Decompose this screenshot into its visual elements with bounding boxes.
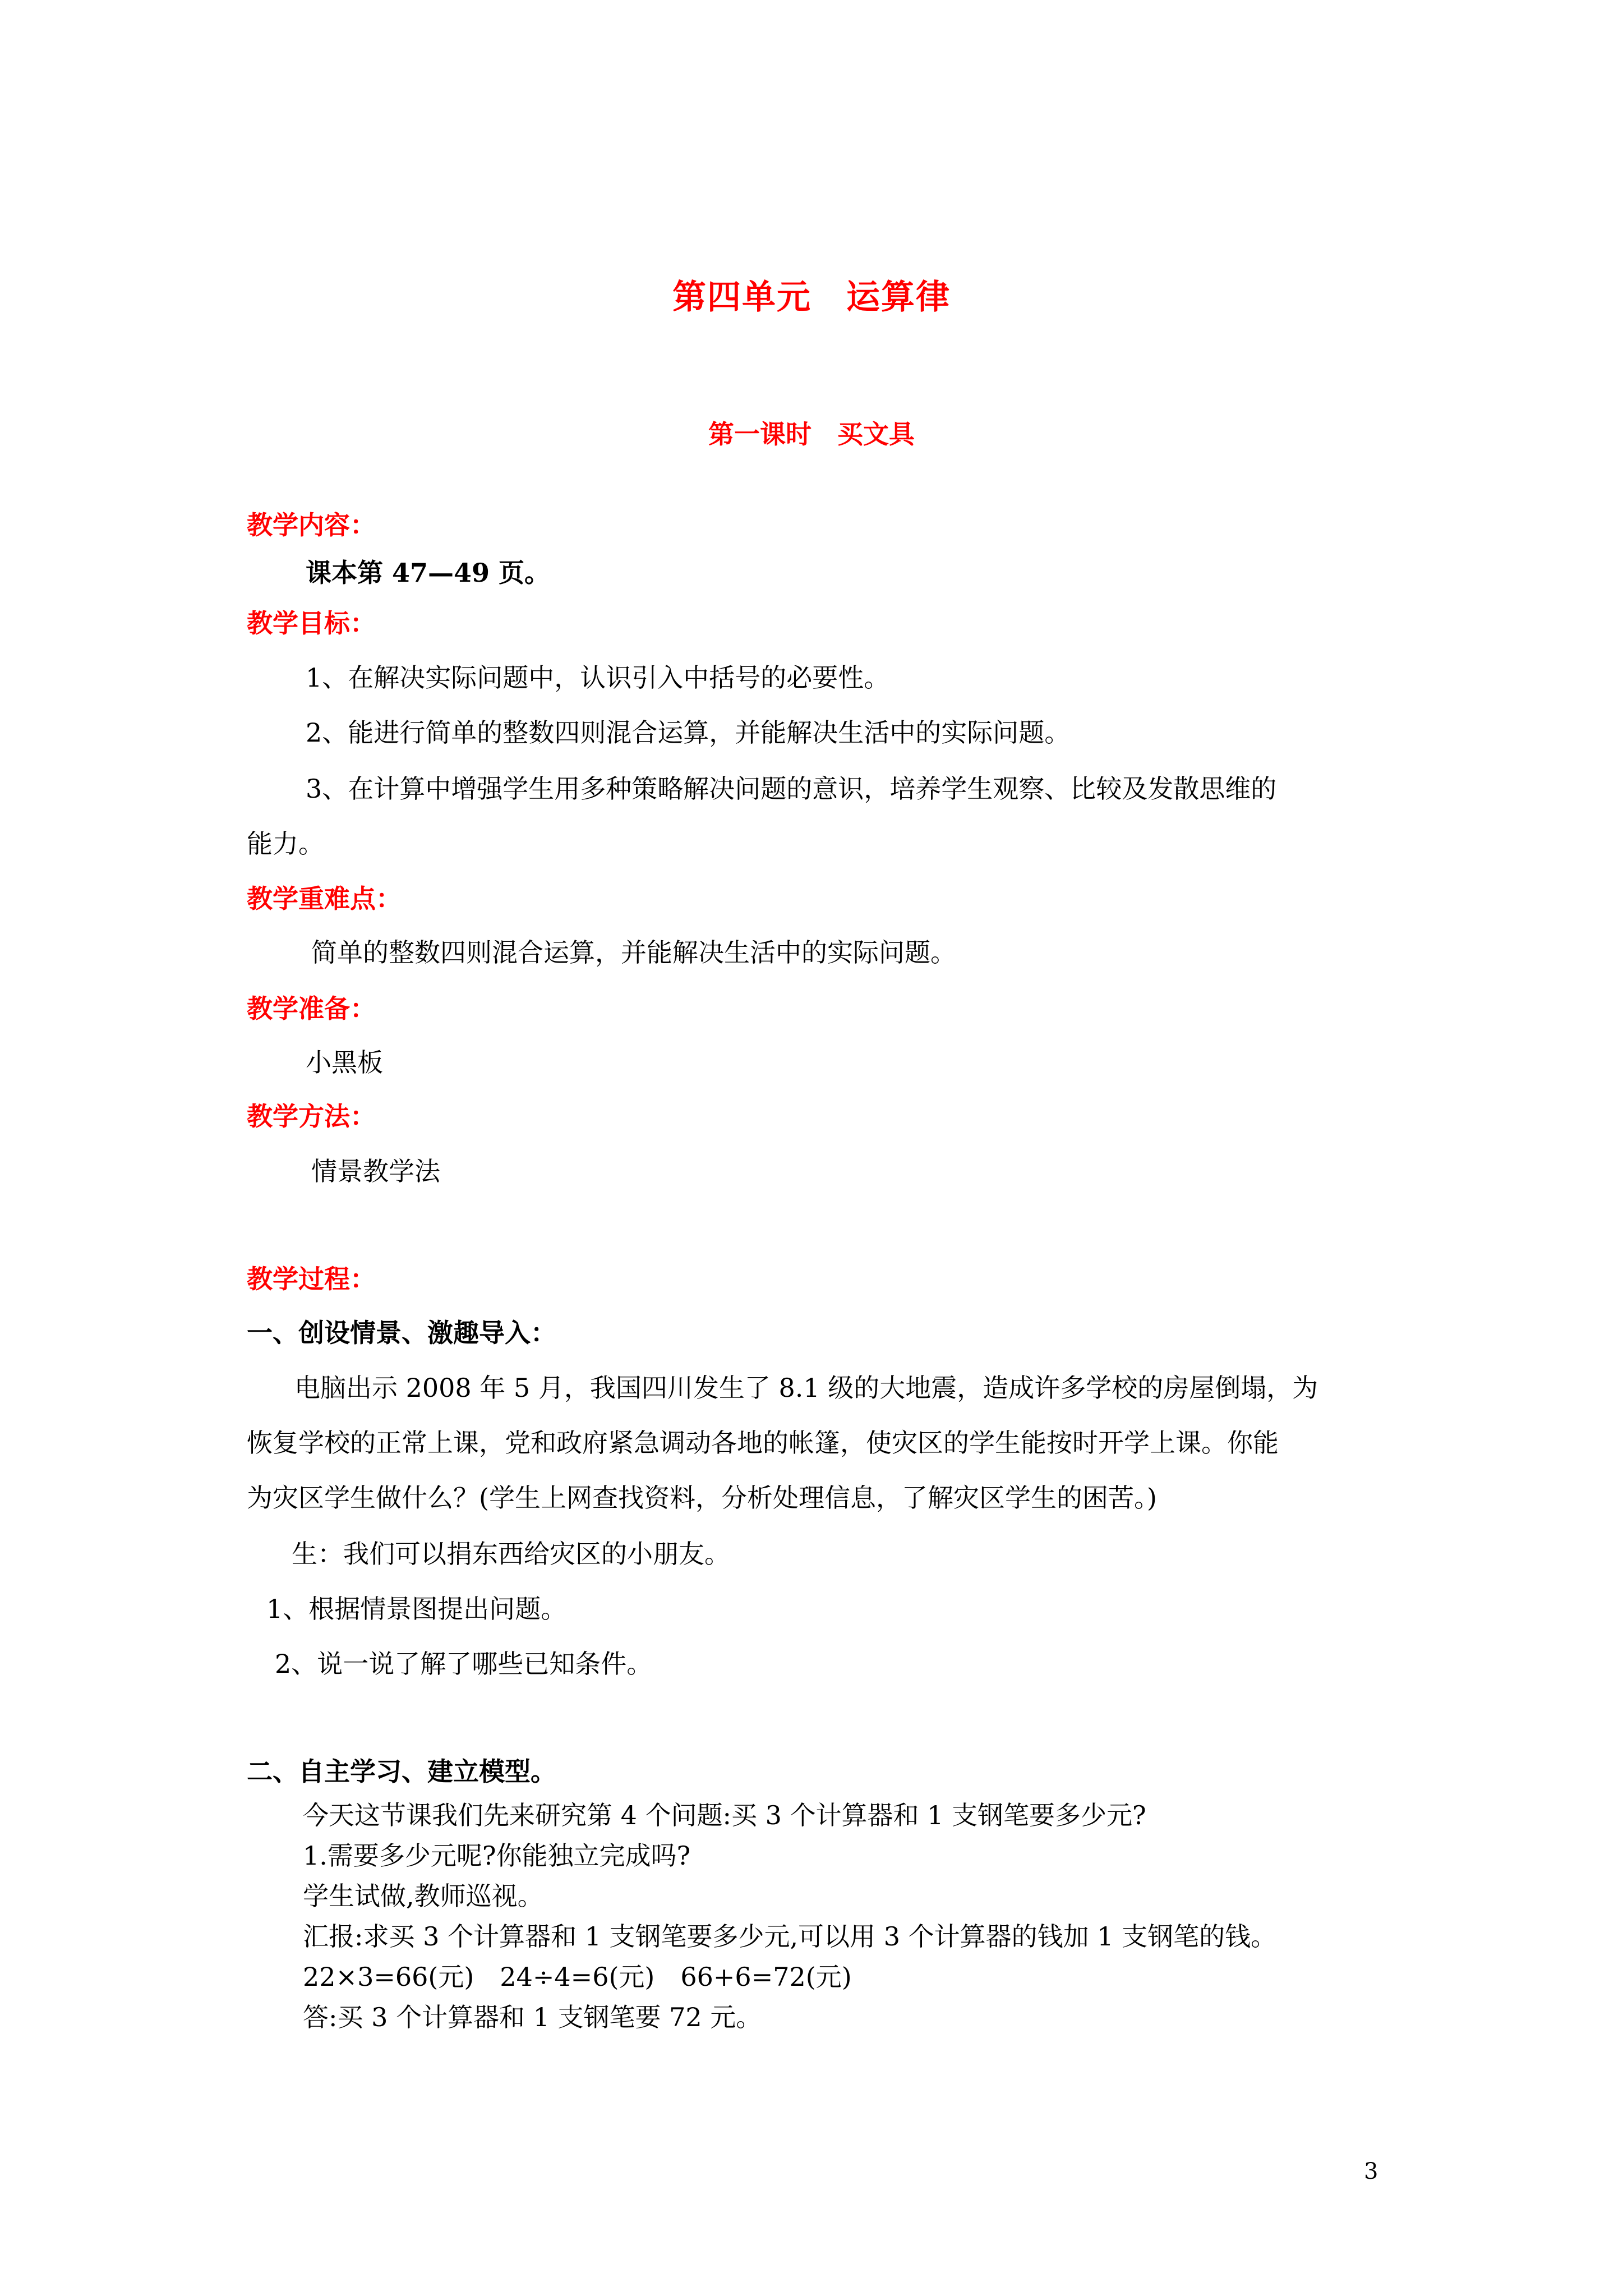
goals-heading: 教学目标： [247,608,376,638]
step-1-paragraph-line-3: 为灾区学生做什么？(学生上网查找资料，分析处理信息，了解灾区学生的困苦。) [247,1483,1157,1513]
step-1-student-answer: 生：我们可以捐东西给灾区的小朋友。 [292,1539,730,1569]
preparation-heading: 教学准备： [247,993,376,1024]
page-number: 3 [1364,2159,1378,2184]
goal-3-line-1: 3、在计算中增强学生用多种策略解决问题的意识，培养学生观察、比较及发散思维的 [306,774,1277,804]
step-2-answer: 答:买 3 个计算器和 1 支钢笔要 72 元。 [303,2002,762,2032]
step-2-line-1: 今天这节课我们先来研究第 4 个问题:买 3 个计算器和 1 支钢笔要多少元? [303,1800,1146,1830]
step-1-heading: 一、创设情景、激趣导入： [247,1318,556,1348]
step-1-paragraph-line-2: 恢复学校的正常上课，党和政府紧急调动各地的帐篷，使灾区的学生能按时开学上课。你能 [247,1428,1279,1458]
unit-title: 第四单元 运算律 [672,278,951,317]
content-heading: 教学内容： [247,510,376,540]
step-2-heading: 二、自主学习、建立模型。 [247,1756,556,1787]
step-2-calculation: 22×3=66(元) 24÷4=6(元) 66+6=72(元) [303,1962,852,1992]
step-2-line-3: 学生试做,教师巡视。 [303,1881,543,1911]
goal-3-line-2: 能力。 [247,829,324,859]
step-2-line-4: 汇报:求买 3 个计算器和 1 支钢笔要多少元,可以用 3 个计算器的钱加 1 支钢笔的钱。 [303,1921,1277,1952]
step-1-item-1: 1、根据情景图提出问题。 [266,1594,567,1624]
key-points-heading: 教学重难点： [247,884,402,914]
step-1-item-2: 2、说一说了解了哪些已知条件。 [275,1649,653,1679]
method-text: 情景教学法 [311,1156,440,1186]
content-text: 课本第 47—49 页。 [306,558,551,588]
goal-2: 2、能进行简单的整数四则混合运算，并能解决生活中的实际问题。 [306,717,1071,748]
step-2-line-2: 1.需要多少元呢?你能独立完成吗? [303,1841,691,1871]
lesson-subtitle: 第一课时 买文具 [708,419,915,449]
step-1-paragraph-line-1: 电脑出示 2008 年 5 月，我国四川发生了 8.1 级的大地震，造成许多学校的房屋倒塌，为 [294,1373,1318,1403]
key-points-text: 简单的整数四则混合运算，并能解决生活中的实际问题。 [311,937,956,968]
method-heading: 教学方法： [247,1101,376,1131]
process-heading: 教学过程： [247,1264,376,1294]
preparation-text: 小黑板 [306,1047,383,1078]
goal-1: 1、在解决实际问题中，认识引入中括号的必要性。 [306,662,890,693]
